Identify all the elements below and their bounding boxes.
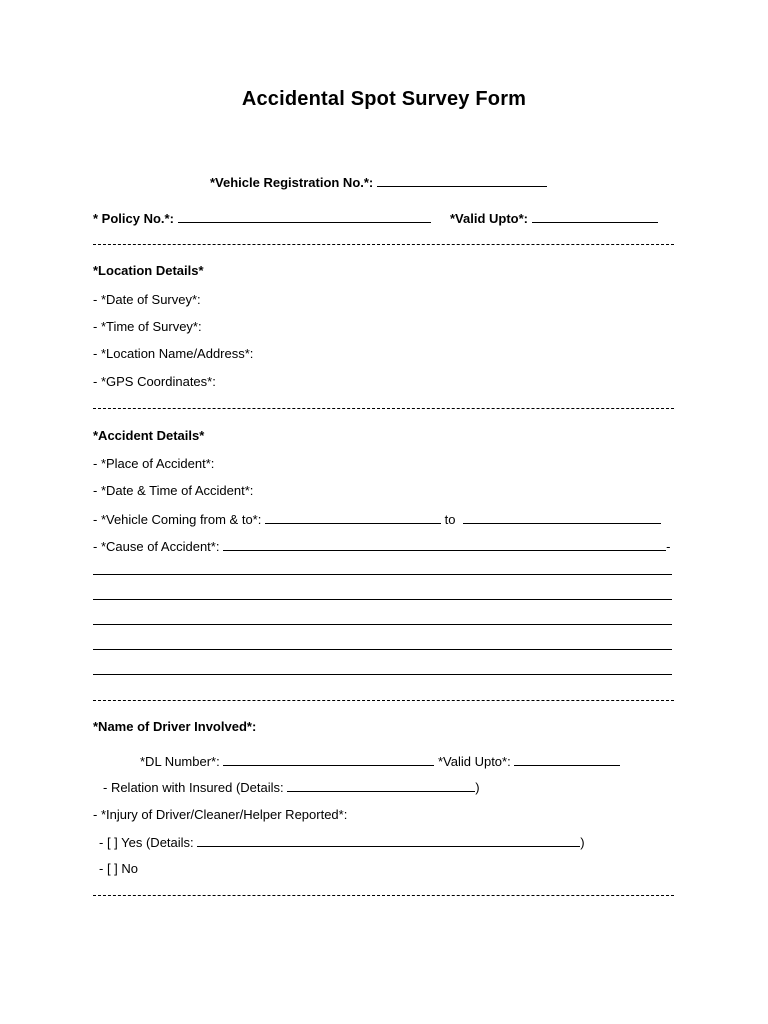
vehicle-coming-label: - *Vehicle Coming from & to*: [93,512,262,527]
date-of-survey-label: - *Date of Survey*: [93,292,201,307]
time-of-survey-label: - *Time of Survey*: [93,319,202,334]
cause-tail-dash: - [666,539,671,554]
dl-valid-upto-label: *Valid Upto*: [437,754,511,769]
cause-line[interactable] [93,624,672,625]
no-checkbox-label[interactable]: - [ ] No [99,861,139,876]
relation-row [103,779,480,796]
policy-valid-upto-label: *Valid Upto*: [450,211,529,226]
dl-valid-upto-field[interactable] [514,753,620,766]
dl-number-row [140,753,620,770]
policy-valid-upto-row [450,210,658,227]
yes-checkbox-label[interactable]: - [ ] Yes (Details: [99,835,194,850]
section-divider [93,244,674,245]
section-divider [93,895,674,896]
vehicle-registration-row [210,174,547,191]
relation-label: - Relation with Insured (Details: [103,780,284,795]
coming-from-field[interactable] [265,511,441,524]
vehicle-registration-field[interactable] [377,174,547,187]
policy-number-field[interactable] [178,210,431,223]
relation-field[interactable] [287,779,475,792]
yes-close: ) [580,835,585,850]
gps-coordinates-label: - *GPS Coordinates*: [93,374,216,389]
cause-line[interactable] [93,649,672,650]
coming-to-field[interactable] [463,511,661,524]
policy-valid-upto-field[interactable] [532,210,658,223]
yes-details-field[interactable] [197,834,580,847]
place-of-accident-label: - *Place of Accident*: [93,456,215,471]
cause-line[interactable] [93,599,672,600]
cause-of-accident-label: - *Cause of Accident*: [93,539,220,554]
injury-label: - *Injury of Driver/Cleaner/Helper Reported*: [93,807,348,822]
section-divider [93,408,674,409]
accident-heading: *Accident Details* [93,428,205,443]
policy-number-label: * Policy No.*: [93,211,174,226]
location-heading: *Location Details* [93,263,204,278]
form-title: Accidental Spot Survey Form [241,88,527,110]
vehicle-coming-row [93,511,661,528]
cause-line[interactable] [93,574,672,575]
section-divider [93,700,674,701]
location-address-label: - *Location Name/Address*: [93,346,254,361]
to-word: to [444,512,456,527]
dl-number-field[interactable] [223,753,434,766]
relation-close: ) [475,780,480,795]
date-time-accident-label: - *Date & Time of Accident*: [93,483,254,498]
cause-row [93,538,670,555]
cause-of-accident-field[interactable] [223,538,666,551]
injury-yes-row[interactable] [99,834,585,851]
dl-number-label: *DL Number*: [140,754,220,769]
driver-heading: *Name of Driver Involved*: [93,719,257,734]
policy-row [93,210,431,227]
cause-line[interactable] [93,674,672,675]
vehicle-registration-label: *Vehicle Registration No.*: [210,175,374,190]
